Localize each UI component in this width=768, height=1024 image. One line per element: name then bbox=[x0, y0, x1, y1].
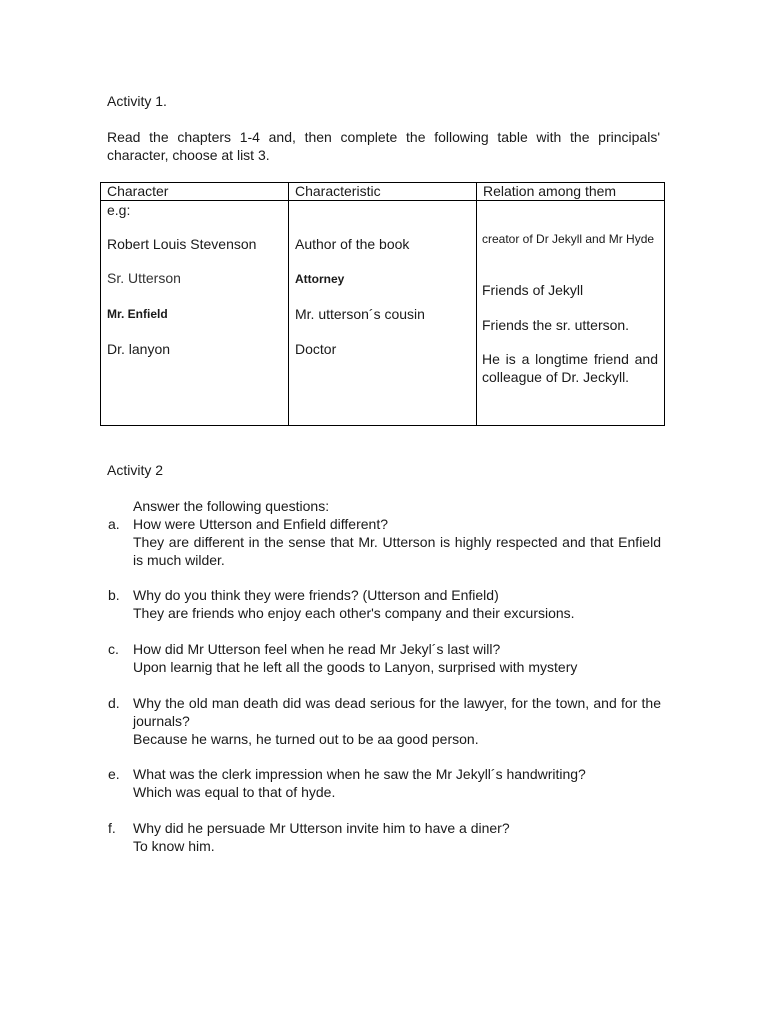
activity1-instructions: Read the chapters 1-4 and, then complete the following table with the principals' character, choose at list 3. bbox=[107, 129, 660, 163]
answer-text: Which was equal to that of hyde. bbox=[133, 784, 336, 800]
activity2-title: Activity 2 bbox=[107, 462, 164, 478]
question-text: Why the old man death did was dead serious for the lawyer, for the town, and for the journals? bbox=[133, 695, 661, 729]
character-3: Mr. Enfield bbox=[107, 307, 168, 321]
relation-3: Friends the sr. utterson. bbox=[482, 317, 630, 333]
question-text: Why did he persuade Mr Utterson invite him to have a diner? bbox=[133, 820, 510, 836]
characteristic-4: Doctor bbox=[295, 341, 337, 357]
relation-1: creator of Dr Jekyll and Mr Hyde bbox=[482, 232, 655, 246]
answer-text: They are friends who enjoy each other's company and their excursions. bbox=[133, 605, 575, 621]
question-letter: b. bbox=[108, 587, 120, 603]
header-relation: Relation among them bbox=[477, 183, 665, 201]
answer-text: They are different in the sense that Mr. Utterson is highly respected and that Enfield is much wilder. bbox=[133, 534, 661, 568]
character-1: Robert Louis Stevenson bbox=[107, 236, 257, 252]
character-table bbox=[100, 182, 665, 426]
answer-text: Upon learnig that he left all the goods to Lanyon, surprised with mystery bbox=[133, 659, 578, 675]
question-text: Why do you think they were friends? (Utterson and Enfield) bbox=[133, 587, 499, 603]
question-letter: d. bbox=[108, 695, 120, 711]
activity1-title: Activity 1. bbox=[107, 93, 167, 109]
question-letter: e. bbox=[108, 766, 120, 782]
question-text: What was the clerk impression when he saw the Mr Jekyll´s handwriting? bbox=[133, 766, 586, 782]
activity2-instructions: Answer the following questions: bbox=[133, 498, 330, 514]
question-letter: c. bbox=[108, 641, 119, 657]
table-header-row bbox=[101, 183, 665, 201]
answer-text: Because he warns, he turned out to be aa good person. bbox=[133, 731, 479, 747]
character-4: Dr. lanyon bbox=[107, 341, 171, 357]
characteristic-1: Author of the book bbox=[295, 236, 410, 252]
header-character: Character bbox=[101, 183, 289, 201]
answer-text: To know him. bbox=[133, 838, 215, 854]
character-2: Sr. Utterson bbox=[107, 270, 181, 286]
question-letter: f. bbox=[108, 820, 116, 836]
relation-2: Friends of Jekyll bbox=[482, 282, 584, 298]
question-text: How were Utterson and Enfield different? bbox=[133, 516, 388, 532]
question-letter: a. bbox=[108, 516, 120, 532]
relation-4: He is a longtime friend and colleague of Dr. Jeckyll. bbox=[482, 351, 658, 385]
example-label: e.g: bbox=[107, 202, 131, 218]
characteristic-2: Attorney bbox=[295, 272, 345, 286]
question-text: How did Mr Utterson feel when he read Mr Jekyl´s last will? bbox=[133, 641, 501, 657]
characteristic-3: Mr. utterson´s cousin bbox=[295, 306, 425, 322]
header-characteristic: Characteristic bbox=[289, 183, 477, 201]
